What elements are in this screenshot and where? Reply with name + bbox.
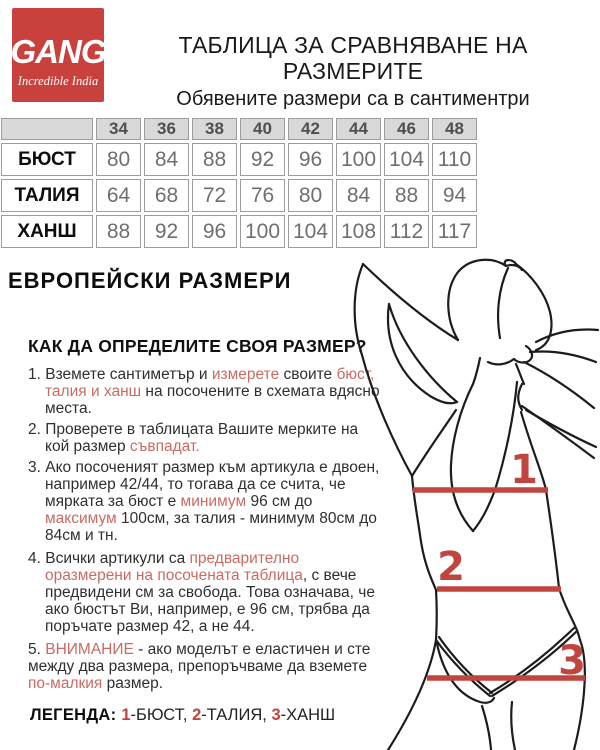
instruction-text: размер. xyxy=(102,675,164,692)
legend-text: -ХАНШ xyxy=(280,706,336,724)
legend-text: -БЮСТ, xyxy=(130,706,193,724)
size-value-cell: 108 xyxy=(336,215,381,248)
figure-wrap xyxy=(340,250,600,750)
size-column-header: 34 xyxy=(96,118,141,140)
header xyxy=(108,32,598,111)
size-value-cell: 68 xyxy=(144,179,189,212)
instruction-text: , с вече предвидени см за свобода. Това означава, че ако бюстът Ви, например, е 96 см, трябва да поръчате размер 42, а не 44. xyxy=(45,567,375,635)
highlighted-text: по-малкия xyxy=(28,675,103,692)
how-to-heading: КАК ДА ОПРЕДЕЛИТЕ СВОЯ РАЗМЕР? xyxy=(28,336,367,356)
left-forearm-inner-a xyxy=(389,304,457,402)
left-upperarm-inner xyxy=(412,410,456,476)
legend-number: 2 xyxy=(192,706,202,724)
torso-left xyxy=(412,476,437,640)
instruction-number: 2. xyxy=(28,421,46,438)
instruction-item xyxy=(28,421,380,455)
size-value-cell: 94 xyxy=(432,179,477,212)
instruction-text: Ако посоченият размер към артикула е двоен, например 42/44, то тогава да се счита, че мярката за бюст е xyxy=(45,459,380,510)
highlighted-text: предварително оразмерени на посочената таблица xyxy=(45,550,303,584)
brand-logo xyxy=(12,8,104,102)
instruction-text: Проверете в таблицата Вашите мерките на кой размер xyxy=(45,421,359,455)
size-column-header: 36 xyxy=(144,118,189,140)
size-column-header: 40 xyxy=(240,118,285,140)
right-upperarm-bottom xyxy=(526,410,596,447)
instruction-number: 1. xyxy=(28,366,46,383)
european-sizes-heading: ЕВРОПЕЙСКИ РАЗМЕРИ xyxy=(8,268,292,293)
face-profile xyxy=(514,346,532,363)
highlighted-text: максимум xyxy=(45,510,117,527)
highlighted-text: измерете xyxy=(211,366,280,383)
highlighted-text: бюст, талия и ханш xyxy=(45,366,375,400)
neck-left xyxy=(473,358,480,384)
back-v-left xyxy=(451,384,473,531)
left-leg-outer xyxy=(388,640,436,750)
highlighted-text: минимум xyxy=(180,493,247,510)
instruction-text: на посочените в схемата вдясно места. xyxy=(45,383,380,417)
size-table xyxy=(0,115,480,251)
instruction-number: 4. xyxy=(28,550,46,567)
size-value-cell: 100 xyxy=(336,143,381,176)
row-label: ТАЛИЯ xyxy=(1,179,93,212)
legend-label: ЛЕГЕНДА: xyxy=(30,706,122,724)
size-value-cell: 88 xyxy=(96,215,141,248)
instruction-text: 96 см до xyxy=(246,493,313,510)
size-value-cell: 96 xyxy=(288,143,333,176)
page-subtitle: Обявените размери са в сантиментри xyxy=(176,87,530,110)
size-value-cell: 110 xyxy=(432,143,477,176)
waist-marker: 2 xyxy=(437,544,465,590)
size-value-cell: 96 xyxy=(192,215,237,248)
right-wrist-line xyxy=(530,351,596,362)
right-leg-inner xyxy=(511,702,515,750)
instruction-item xyxy=(28,641,380,692)
instruction-number: 5. xyxy=(28,641,46,658)
size-value-cell: 76 xyxy=(240,179,285,212)
hair-inner-line xyxy=(498,268,508,338)
legend xyxy=(30,706,335,725)
hips-marker: 3 xyxy=(558,638,586,684)
size-column-header: 48 xyxy=(432,118,477,140)
instructions-list xyxy=(28,366,380,696)
table-row xyxy=(1,215,477,248)
bikini-seam-left-b xyxy=(439,637,492,693)
size-value-cell: 92 xyxy=(144,215,189,248)
size-column-header: 42 xyxy=(288,118,333,140)
size-value-cell: 84 xyxy=(336,179,381,212)
size-column-header: 44 xyxy=(336,118,381,140)
table-row xyxy=(1,143,477,176)
size-column-header: 46 xyxy=(384,118,429,140)
size-value-cell: 104 xyxy=(288,215,333,248)
highlighted-text: ВНИМАНИЕ xyxy=(45,641,134,658)
right-forearm-lower xyxy=(524,362,594,408)
size-table-corner-cell xyxy=(1,118,93,140)
instruction-item xyxy=(28,459,380,544)
row-label: ХАНШ xyxy=(1,215,93,248)
instruction-item xyxy=(28,366,380,417)
table-row xyxy=(1,179,477,212)
left-forearm-inner-b xyxy=(388,304,457,403)
size-value-cell: 104 xyxy=(384,143,429,176)
size-value-cell: 112 xyxy=(384,215,429,248)
brand-name: GANG xyxy=(10,33,106,70)
size-value-cell: 88 xyxy=(384,179,429,212)
page-title: ТАБЛИЦА ЗА СРАВНЯВАНЕ НА РАЗМЕРИТЕ xyxy=(178,32,528,85)
legend-text: -ТАЛИЯ, xyxy=(201,706,272,724)
legend-number: 1 xyxy=(121,706,131,724)
size-value-cell: 117 xyxy=(432,215,477,248)
instruction-text: Вземете сантиметър и xyxy=(45,366,212,383)
jaw-line xyxy=(488,359,514,364)
size-value-cell: 100 xyxy=(240,215,285,248)
left-leg-inner xyxy=(482,706,491,750)
instruction-text: 100см, за талия - минимум 80см до 84см и тн. xyxy=(45,510,377,544)
instruction-text: Всички артикули са xyxy=(45,550,190,567)
bust-marker: 1 xyxy=(510,447,538,493)
size-column-header: 38 xyxy=(192,118,237,140)
size-value-cell: 84 xyxy=(144,143,189,176)
brand-tagline: Incredible India xyxy=(17,74,99,88)
instruction-text: - ако моделът е еластичен и сте между два размера, препоръчваме да вземете xyxy=(28,641,371,675)
instruction-number: 3. xyxy=(28,459,46,476)
size-value-cell: 80 xyxy=(288,179,333,212)
row-label: БЮСТ xyxy=(1,143,93,176)
size-value-cell: 92 xyxy=(240,143,285,176)
size-value-cell: 64 xyxy=(96,179,141,212)
size-value-cell: 80 xyxy=(96,143,141,176)
body-measurement-illustration xyxy=(340,250,600,750)
left-arm-top xyxy=(363,264,458,340)
highlighted-text: съвпадат. xyxy=(129,438,200,455)
legend-number: 3 xyxy=(271,706,281,724)
size-value-cell: 72 xyxy=(192,179,237,212)
size-value-cell: 88 xyxy=(192,143,237,176)
right-arm-top xyxy=(536,330,598,343)
instruction-item xyxy=(28,550,380,635)
instruction-text: своите xyxy=(279,366,337,383)
